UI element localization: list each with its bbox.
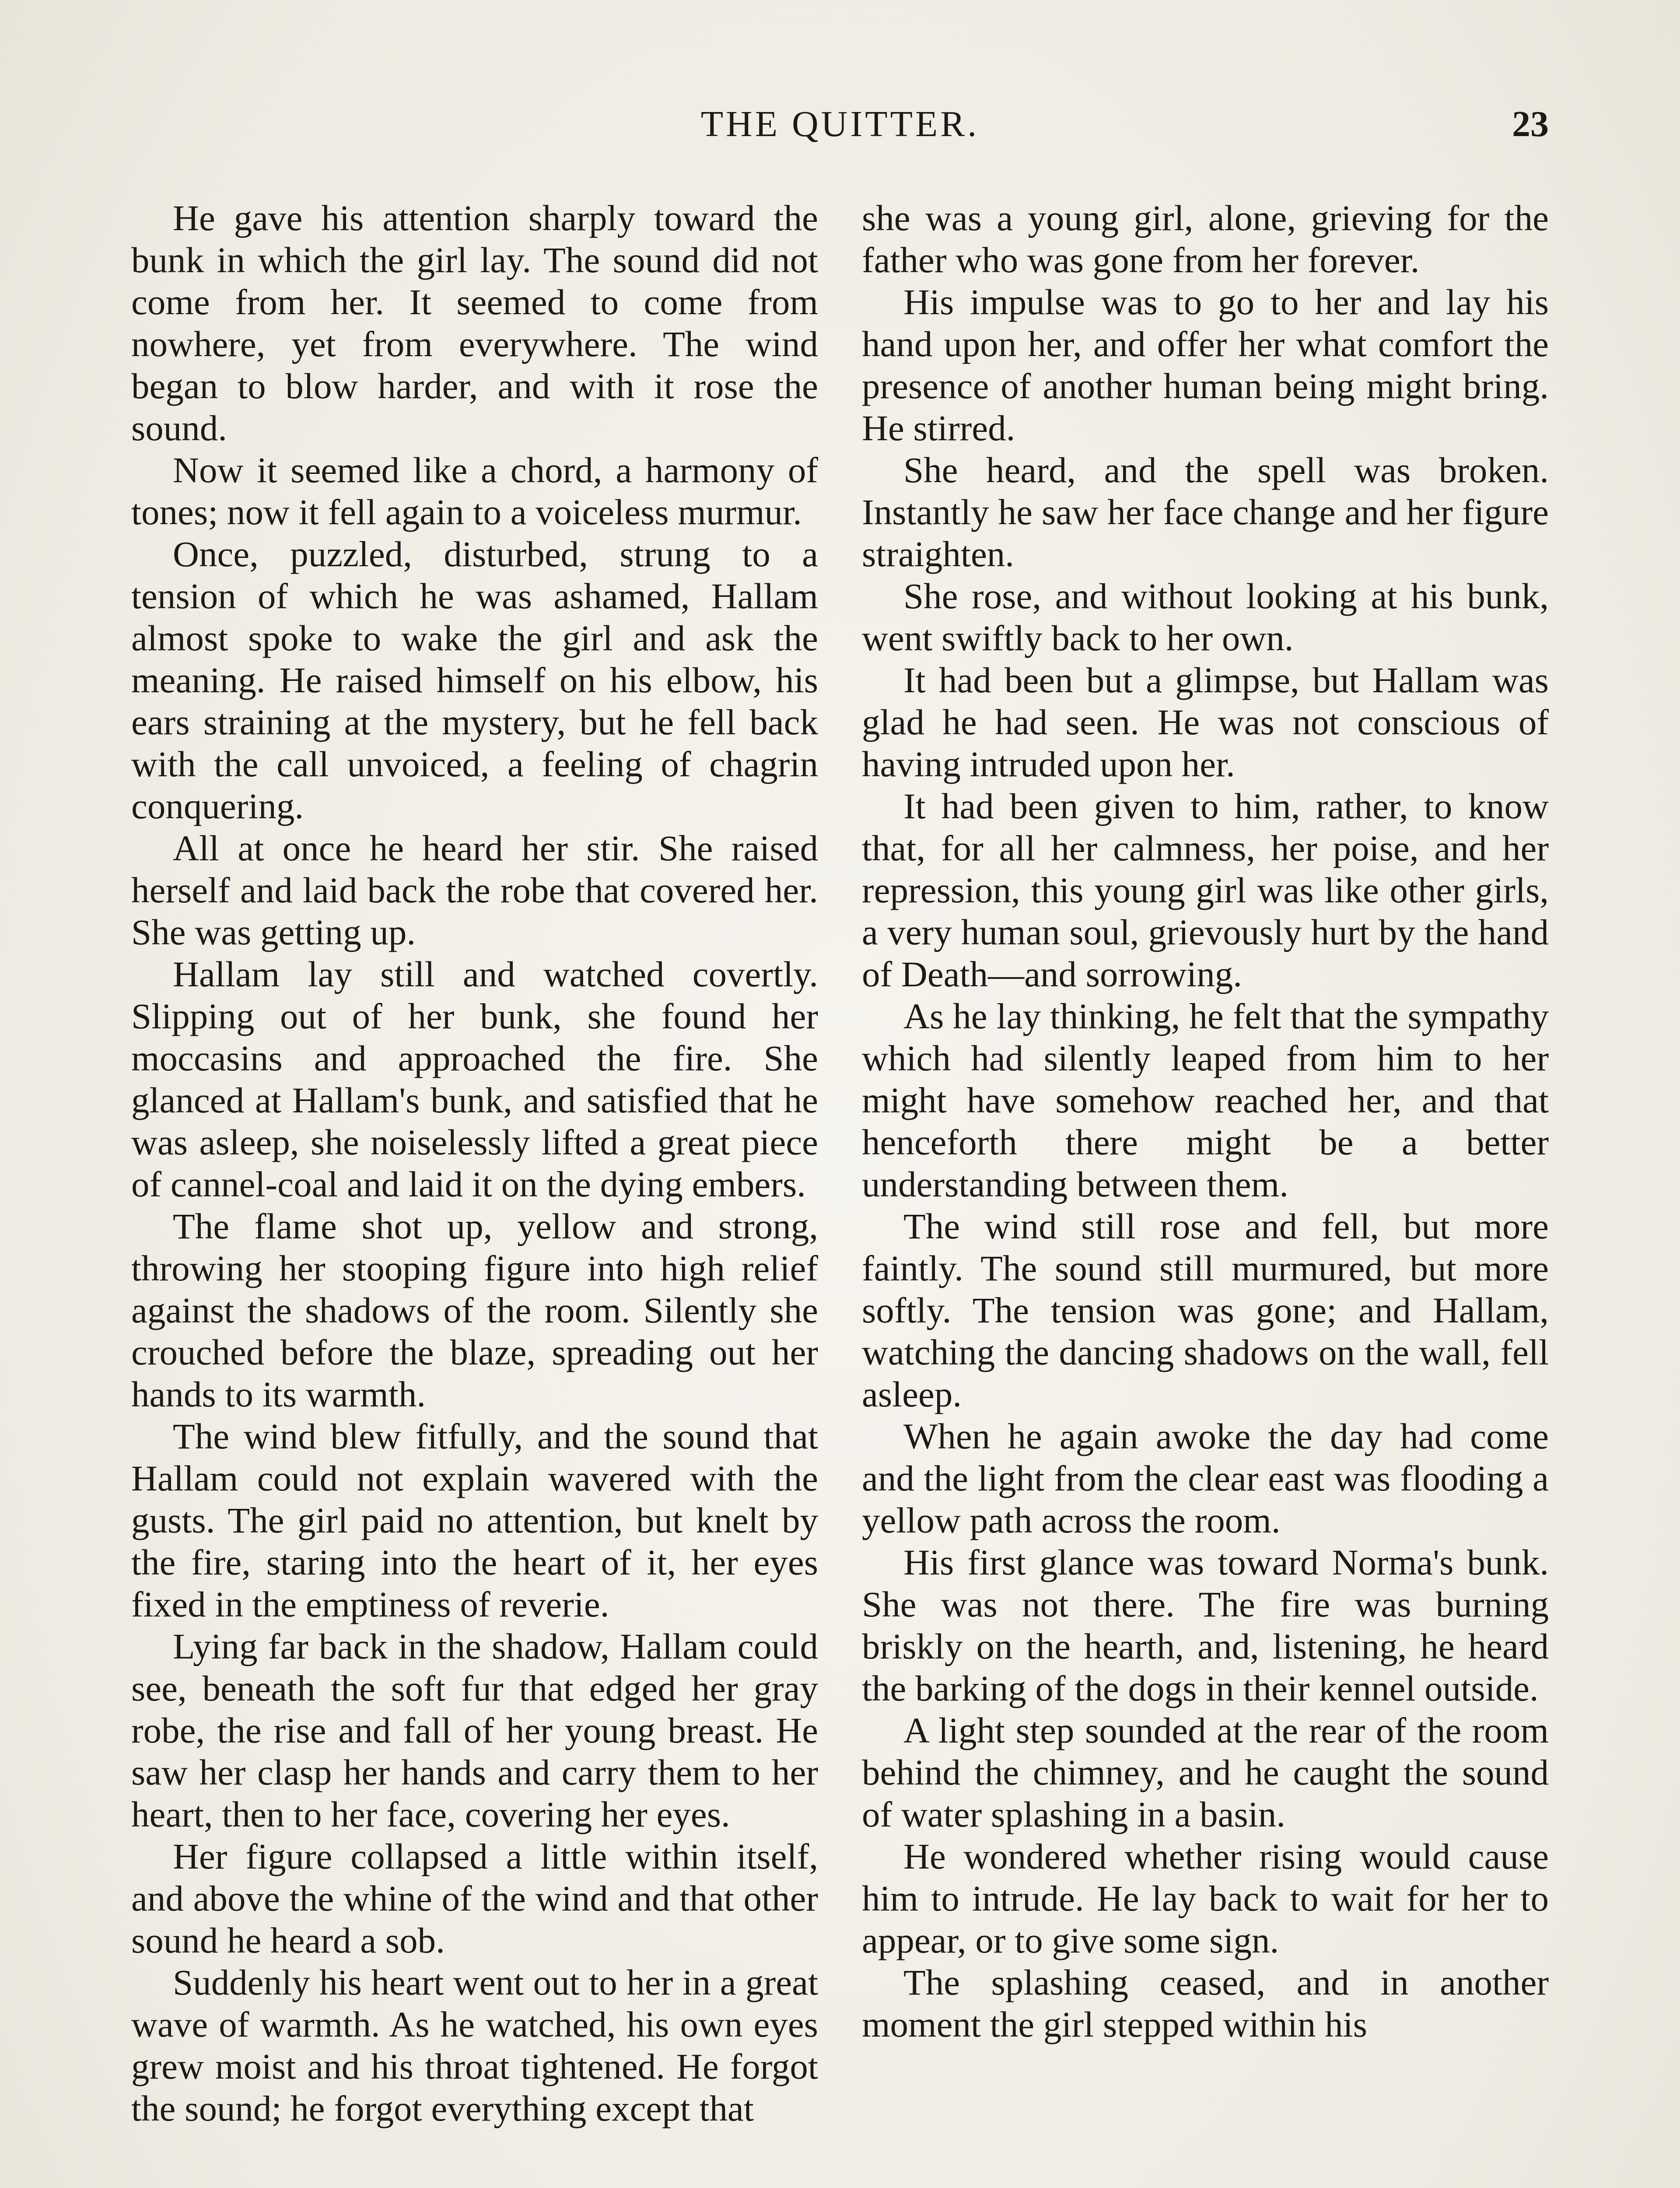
text-column-right	[862, 197, 1549, 2188]
paragraph: She rose, and without looking at his bunk, went swiftly back to her own.	[862, 576, 1549, 658]
page-header	[131, 103, 1549, 160]
paragraph-continuation: she was a young girl, alone, grieving for the father who was gone from her forever.	[862, 198, 1549, 280]
paragraph: Now it seemed like a chord, a harmony of tones; now it fell again to a voiceless murmur.	[131, 450, 818, 532]
paragraph: Lying far back in the shadow, Hallam could see, beneath the soft fur that edged her gray robe, the rise and fall of her young breast. He saw her clasp her hands and carry them to her heart, then to her face, covering her eyes.	[131, 1626, 818, 1834]
paragraph: Her figure collapsed a little within itself, and above the whine of the wind and that other sound he heard a sob.	[131, 1836, 818, 1960]
paragraph: He gave his attention sharply toward the bunk in which the girl lay. The sound did not come from her. It seemed to come from nowhere, yet from everywhere. The wind began to blow harder, and with it rose the sound.	[131, 198, 818, 448]
paragraph: The wind still rose and fell, but more faintly. The sound still murmured, but more softly. The tension was gone; and Hallam, watching the dancing shadows on the wall, fell asleep.	[862, 1206, 1549, 1414]
paragraph: She heard, and the spell was broken. Instantly he saw her face change and her figure straighten.	[862, 450, 1549, 574]
paragraph: A light step sounded at the rear of the room behind the chimney, and he caught the sound of water splashing in a basin.	[862, 1710, 1549, 1834]
paragraph: When he again awoke the day had come and the light from the clear east was flooding a yellow path across the room.	[862, 1416, 1549, 1540]
paragraph: Once, puzzled, disturbed, strung to a tension of which he was ashamed, Hallam almost spoke to wake the girl and ask the meaning. He raised himself on his elbow, his ears straining at the mystery, but he fell back with the call unvoiced, a feeling of chagrin conquering.	[131, 534, 818, 826]
page-number: 23	[1512, 104, 1549, 144]
paragraph: The wind blew fitfully, and the sound that Hallam could not explain wavered with the gusts. The girl paid no attention, but knelt by the fire, staring into the heart of it, her eyes fixed in the emptiness of reverie.	[131, 1416, 818, 1624]
running-head: THE QUITTER.	[700, 104, 980, 144]
paragraph: His first glance was toward Norma's bunk. She was not there. The fire was burning briskly on the hearth, and, listening, he heard the barking of the dogs in their kennel outside.	[862, 1542, 1549, 1708]
paragraph: All at once he heard her stir. She raised herself and laid back the robe that covered her. She was getting up.	[131, 828, 818, 952]
paragraph: It had been but a glimpse, but Hallam was glad he had seen. He was not conscious of having intruded upon her.	[862, 660, 1549, 784]
paragraph: Hallam lay still and watched covertly. Slipping out of her bunk, she found her moccasins and approached the fire. She glanced at Hallam's bunk, and satisfied that he was asleep, she noiselessly lifted a great piece of cannel-coal and laid it on the dying embers.	[131, 954, 818, 1204]
paragraph: His impulse was to go to her and lay his hand upon her, and offer her what comfort the presence of another human being might bring. He stirred.	[862, 282, 1549, 448]
paragraph: Suddenly his heart went out to her in a great wave of warmth. As he watched, his own eyes grew moist and his throat tightened. He forgot the sound; he forgot everything except that	[131, 1962, 818, 2128]
paragraph: The flame shot up, yellow and strong, throwing her stooping figure into high relief against the shadows of the room. Silently she crouched before the blaze, spreading out her hands to its warmth.	[131, 1206, 818, 1414]
paragraph: The splashing ceased, and in another moment the girl stepped within his	[862, 1962, 1549, 2044]
paragraph: As he lay thinking, he felt that the sympathy which had silently leaped from him to her might have somehow reached her, and that henceforth there might be a better understanding between them.	[862, 996, 1549, 1204]
text-column-left	[131, 197, 818, 2188]
paragraph: He wondered whether rising would cause him to intrude. He lay back to wait for her to appear, or to give some sign.	[862, 1836, 1549, 1960]
paragraph: It had been given to him, rather, to know that, for all her calmness, her poise, and her repression, this young girl was like other girls, a very human soul, grievously hurt by the hand of Death—and sorrowing.	[862, 786, 1549, 994]
